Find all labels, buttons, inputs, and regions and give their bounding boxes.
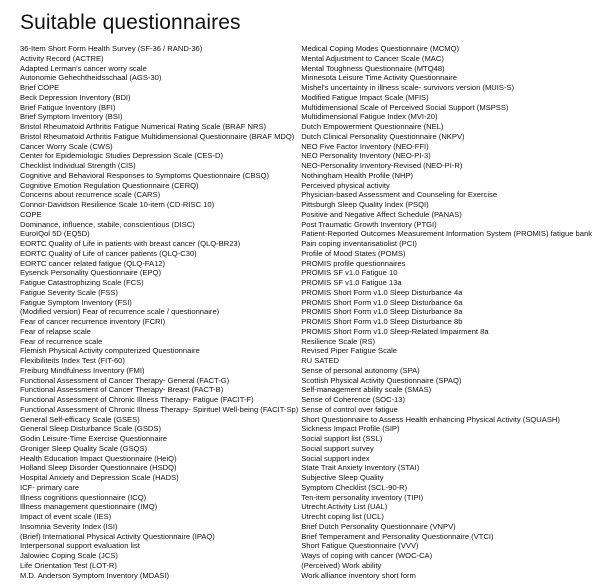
list-item: Interpersonal support evaluation list	[20, 541, 140, 551]
list-item: Fatigue Severity Scale (FSS)	[20, 287, 118, 297]
list-item: Activity Record (ACTRE)	[20, 53, 104, 63]
list-item: Dutch Clinical Personality Questionnaire (NKPV)	[301, 131, 465, 141]
list-item: Holland Sleep Disorder Questionnaire (HSDQ)	[20, 463, 177, 473]
list-item: Eysenck Personality Questionnaire (EPQ)	[20, 268, 161, 278]
questionnaire-list-right	[301, 44, 592, 580]
list-item: General Sleep Disturbance Scale (GSDS)	[20, 424, 161, 434]
list-item: Impact of event scale (IES)	[20, 512, 112, 521]
list-item: Sense of Coherence (SOC-13)	[301, 395, 406, 404]
list-item: Freiburg Mindfulness Inventory (FMI)	[20, 365, 145, 375]
list-item: Sickness Impact Profile (SIP)	[301, 424, 400, 434]
list-item: State Trait Anxiety Inventory (STAI)	[301, 463, 420, 473]
list-item: NEO Personality Inventory (NEO-PI-3)	[301, 151, 431, 161]
list-item: Medical Coping Modes Questionnaire (MCMQ)	[301, 44, 460, 53]
list-item: Scottish Physical Activity Questionnaire (SPAQ)	[301, 375, 462, 385]
list-item: ICF- primary care	[20, 482, 80, 492]
list-item: Beck Depression Inventory (BDI)	[20, 92, 131, 102]
list-item: NEO-Personality Inventory-Revised (NEO-PI-R)	[301, 161, 463, 170]
list-item: Health Education Impact Questionnaire (HeiQ)	[20, 453, 177, 463]
questionnaire-list-left	[20, 44, 301, 580]
list-item: Multidimensional Fatigue Index (MVI-20)	[301, 112, 438, 122]
list-item: Flemish Physical Activity computerized Questionnaire	[20, 346, 200, 356]
list-item: EuroIQol 5D (EQ5D)	[20, 229, 90, 239]
list-item: Functional Assessment of Chronic Illness Therapy- Spirituel Well-being (FACIT-Sp)	[20, 404, 299, 414]
list-item: Jalowiec Coping Scale (JCS)	[20, 551, 118, 560]
list-item: Brief Fatigue Inventory (BFI)	[20, 102, 116, 112]
list-item: Utrecht coping list (UCL)	[301, 512, 384, 521]
list-item: Brief Symptom Inventory (BSI)	[20, 112, 123, 122]
list-item: Adapted Lerman's cancer worry scale	[20, 63, 147, 73]
list-item: (Modified version) Fear of recurrence scale / questionnaire)	[20, 307, 220, 317]
list-item: Physician-based Assessment and Counseling for Exercise	[301, 190, 498, 200]
list-item: Brief Temperament and Personality Questionnaire (VTCI)	[301, 531, 494, 541]
list-item: EORTC Quality of Life of cancer patients (QLQ-C30)	[20, 248, 197, 258]
list-item: PROMIS Short Form v1.0 Sleep Disturbance 6a	[301, 297, 463, 307]
list-item: Checklist Individual Strength (CIS)	[20, 161, 136, 170]
list-item: Brief COPE	[20, 83, 60, 92]
list-item: 36-Item Short Form Health Survey (SF-36 / RAND-36)	[20, 44, 203, 53]
list-item: Nothingham Health Profile (NHP)	[301, 170, 414, 180]
list-item: Social support index	[301, 453, 370, 463]
list-item: Patient-Reported Outcomes Measurement Information System (PROMIS) fatigue bank	[301, 229, 592, 239]
list-item: Fatigue Symptom Inventory (FSI)	[20, 297, 132, 307]
list-item: Illness management questionnaire (IMQ)	[20, 502, 158, 512]
list-item: Self-management ability scale (SMAS)	[301, 385, 432, 395]
list-item: M.D. Anderson Symptom Inventory (MDASI)	[20, 570, 169, 580]
list-item: Fear of relapse scale	[20, 326, 91, 336]
list-item: Bristol Rheumatoid Arthritis Fatigue Multidimensional Questionnaire (BRAF MDQ)	[20, 131, 295, 141]
list-item: Cancer Worry Scale (CWS)	[20, 141, 113, 151]
list-item: Life Orientation Test (LOT-R)	[20, 560, 117, 570]
questionnaire-columns	[20, 44, 592, 580]
list-item: Work alliance inventory short form	[301, 570, 416, 580]
list-item: Minnesota Leisure Time Activity Questionnaire	[301, 73, 457, 83]
list-item: Social support list (SSL)	[301, 434, 383, 443]
list-item: Short Questionnaire to Assess Health enhancing Physical Activity (SQUASH)	[301, 414, 560, 424]
list-item: Flexibiliteits Index Test (FIT-60)	[20, 356, 125, 365]
list-item: PROMIS Short Form v1.0 Sleep-Related Impairment 8a	[301, 326, 489, 336]
list-item: Mental Adjustment to Cancer Scale (MAC)	[301, 53, 444, 63]
list-item: EORTC Quality of Life in patients with breast cancer (QLQ-BR23)	[20, 239, 241, 248]
list-item: Autonomie Gehechtheidsschaal (AGS-30)	[20, 73, 162, 83]
list-item: Sense of control over fatigue	[301, 404, 398, 414]
list-item: Post Traumatic Growth Inventory (PTGI)	[301, 219, 437, 229]
list-item: Short Fatigue Questionnaire (VVV)	[301, 541, 419, 551]
list-item: PROMIS profile questionnaires	[301, 258, 406, 268]
list-item: Dominance, influence, stabile, conscientious (DISC)	[20, 219, 195, 229]
list-item: Utrecht Activity List (UAL)	[301, 502, 388, 512]
list-item: Functional Assessment of Chronic Illness Therapy- Fatigue (FACIT-F)	[20, 395, 254, 404]
list-item: Resilience Scale (RS)	[301, 336, 376, 346]
list-item: Mishel's uncertainty in illness scale- survivors version (MUIS-S)	[301, 83, 515, 92]
list-item: Perceived physical activity	[301, 180, 390, 190]
list-item: Cognitive Emotion Regulation Questionnaire (CERQ)	[20, 180, 199, 190]
list-item: PROMIS SF v1.0 Fatigue 10	[301, 268, 398, 278]
list-item: Insomnia Severity Index (ISI)	[20, 521, 118, 531]
list-item: Dutch Empowerment Questionnaire (NEL)	[301, 122, 444, 131]
list-item: Ways of coping with cancer (WOC-CA)	[301, 551, 433, 560]
list-item: (Perceived) Work ability	[301, 560, 382, 570]
list-item: Pittsburgh Sleep Quality Index (PSQI)	[301, 200, 429, 209]
list-item: Bristol Rheumatoid Arthritis Fatigue Numerical Rating Scale (BRAF NRS)	[20, 122, 267, 131]
list-item: Symptom Checklist (SCL-90-R)	[301, 482, 408, 492]
list-item: Ten-item personality inventory (TIPI)	[301, 492, 424, 502]
list-item: PROMIS Short Form v1.0 Sleep Disturbance 4a	[301, 287, 463, 297]
list-item: NEO Five Factor Inventory (NEO-FFI)	[301, 141, 429, 151]
list-item: Sense of personal autonomy (SPA)	[301, 365, 420, 375]
list-item: Center for Epidemiologic Studies Depression Scale (CES-D)	[20, 151, 224, 161]
list-item: Cognitive and Behavioral Responses to Symptoms Questionnaire (CBSQ)	[20, 170, 270, 180]
list-item: Fear of recurrence scale	[20, 336, 103, 346]
list-item: Multidimensional Scale of Perceived Social Support (MSPSS)	[301, 102, 509, 112]
list-item: Modified Fatigue Impact Scale (MFIS)	[301, 92, 429, 102]
list-item: Godin Leisure-Time Exercise Questionnaire	[20, 434, 168, 443]
list-item: (Brief) International Physical Activity Questionnaire (IPAQ)	[20, 531, 215, 541]
list-item: Fear of cancer recurrence inventory (FCRI)	[20, 317, 166, 326]
list-item: COPE	[20, 209, 42, 219]
list-item: EORTC cancer related fatigue (QLQ-FA12)	[20, 258, 166, 268]
list-item: Pain coping inventarisatiolist (PCI)	[301, 239, 417, 248]
list-item: PROMIS Short Form v1.0 Sleep Disturbance 8b	[301, 317, 463, 326]
list-item: Concerns about recurrence scale (CARS)	[20, 190, 161, 200]
list-item: Brief Dutch Personality Questionnaire (VNPV)	[301, 521, 456, 531]
list-item: General Self-efficacy Scale (GSES)	[20, 414, 140, 424]
list-item: Social support survey	[301, 443, 374, 453]
list-item: PROMIS Short Form v1.0 Sleep Disturbance 8a	[301, 307, 463, 317]
list-item: Connor-Davidson Resilience Scale 10-item (CD-RISC 10)	[20, 200, 215, 209]
list-item: Mental Toughness Questionnaire (MTQ48)	[301, 63, 445, 73]
list-item: Functional Assessment of Cancer Therapy- General (FACT-G)	[20, 375, 230, 385]
list-item: Functional Assessment of Cancer Therapy- Breast (FACT-B)	[20, 385, 224, 395]
list-item: Subjective Sleep Quality	[301, 473, 384, 482]
list-item: Hospital Anxiety and Depression Scale (HADS)	[20, 473, 179, 482]
list-item: Positive and Negative Affect Schedule (PANAS)	[301, 209, 462, 219]
list-item: Illness cognitions questionnaire (ICQ)	[20, 492, 147, 502]
list-item: PROMIS SF v1.0 Fatigue 13a	[301, 278, 402, 287]
page-title: Suitable questionnaires	[20, 11, 241, 34]
list-item: Fatigue Catastrophizing Scale (FCS)	[20, 278, 144, 287]
list-item: Groniger Sleep Quality Scale (GSQS)	[20, 443, 148, 453]
list-item: Profile of Mood States (POMS)	[301, 248, 406, 258]
list-item: RU SATED	[301, 356, 340, 365]
list-item: Revised Piper Fatigue Scale	[301, 346, 398, 356]
